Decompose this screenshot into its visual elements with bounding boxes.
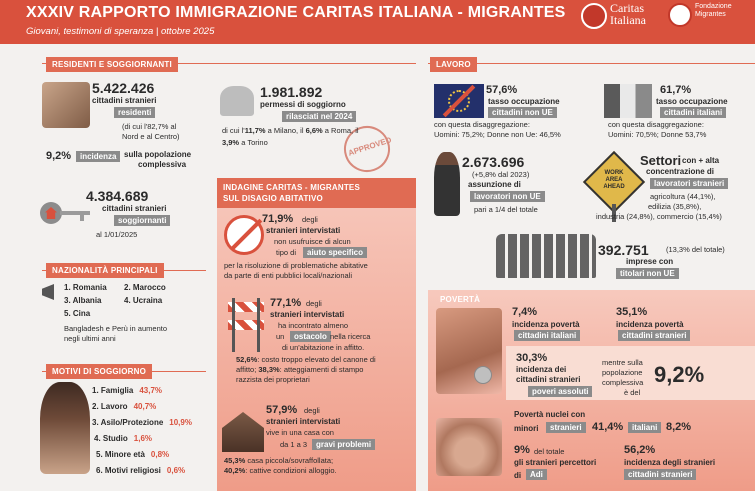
residenti-note-1: (di cui l'82,7% al [122, 122, 177, 131]
poverta-p2-label: incidenza povertà [616, 320, 684, 329]
nation-3: 3. Albania [64, 296, 102, 305]
lavoro-c-text-3: pari a 1/4 del totale [474, 205, 538, 214]
s3-text-1: degli [304, 406, 320, 415]
s1-text-1: degli [302, 215, 318, 224]
poverta-p4-tag-2: italiani [628, 422, 661, 433]
s2-text-4: un [276, 332, 285, 341]
stamp-text: APPROVED [347, 135, 393, 158]
s2-text-8: affitto; 38,3%: atteggiamenti di stampo [236, 365, 364, 374]
poverta-p2-tag: cittadini stranieri [618, 330, 690, 341]
incidence-value: 9,2% [46, 150, 72, 162]
poverta-p3-big: 9,2% [654, 362, 705, 387]
poverta-p5-text-2: di [514, 471, 522, 480]
s3-text-6: 40,2%: cattive condizioni alloggio. [224, 466, 337, 475]
permessi-note-line1: di cui l'11,7% a Milano, il 6,6% a Roma, il [222, 126, 359, 135]
poverta-p4-text-2: minori [514, 424, 539, 433]
page-title: XXXIV RAPPORTO IMMIGRAZIONE CARITAS ITALIANA - MIGRANTES [26, 4, 566, 21]
poverta-p2-value: 35,1% [616, 306, 648, 318]
nation-2: 2. Marocco [124, 283, 166, 292]
s2-text-1: degli [306, 299, 322, 308]
lavoro-d-text-5: industria (24,8%), commercio (15,4%) [596, 212, 722, 221]
page-subtitle: Giovani, testimoni di speranza | ottobre 2025 [26, 26, 215, 37]
poverta-p6-value: 56,2% [624, 444, 656, 456]
s3-text-4: da 1 a 3 [280, 440, 308, 449]
indagine-heading [217, 178, 416, 208]
lavoro-a-text-2: Uomini: 75,2%; Donne non Ue: 46,5% [434, 130, 561, 139]
residenti-label: cittadini stranieri [92, 96, 157, 105]
soggiornanti-tag: soggiornanti [114, 215, 170, 226]
incidence-label-1: sulla popolazione [124, 150, 192, 159]
coin-icon [474, 366, 492, 384]
lavoro-c-text-1: (+5,8% dal 2023) [472, 170, 530, 179]
poverta-heading: POVERTÀ [440, 295, 481, 304]
family-photo [42, 82, 90, 128]
poverta-p3-right-3: complessiva [602, 378, 644, 387]
megaphone-icon [42, 284, 62, 300]
permessi-label: permessi di soggiorno [260, 100, 346, 109]
motivi-list [92, 380, 216, 476]
s2-text-7: 52,6%: costo troppo elevato del canone di [236, 355, 376, 364]
lavoro-a-label: tasso occupazione [488, 97, 560, 106]
s1-text-3: non usufruisce di alcun [274, 237, 351, 246]
nazionalita-note-2: negli ultimi anni [64, 334, 116, 343]
s2-text-3: ha incontrato almeno [278, 321, 349, 330]
s2-value: 77,1% [270, 297, 302, 309]
lavoro-b-text-1: con questa disaggregazione: [608, 120, 704, 129]
s3-text-5: 45,3% casa piccola/sovraffollata; [224, 456, 334, 465]
business-people-photo [496, 234, 596, 278]
nation-1: 1. Romania [64, 283, 107, 292]
soggiornanti-label: cittadini stranieri [102, 204, 167, 213]
indagine-heading-2: SUL DISAGIO ABITATIVO [223, 194, 323, 203]
motivi-heading: MOTIVI DI SOGGIORNO [46, 364, 152, 379]
lavoro-a-value: 57,6% [486, 84, 518, 96]
poverta-p1-tag: cittadini italiani [514, 330, 580, 341]
lavoro-a-tag: cittadini non UE [488, 107, 557, 118]
poverta-p5-text-1: gli stranieri percettori [514, 458, 597, 467]
motivi-item-label: 2. Lavoro [92, 402, 128, 411]
motivi-item-label: 3. Asilo/Protezione [92, 418, 164, 427]
motivi-item-value: 1,6% [133, 434, 153, 443]
soggiornanti-date: al 1/01/2025 [96, 230, 138, 239]
residenti-heading: RESIDENTI E SOGGIORNANTI [46, 57, 178, 72]
motivi-item-label: 6. Motivi religiosi [96, 466, 161, 475]
caritas-logo-icon [581, 3, 607, 29]
s3-tag: gravi problemi [312, 439, 375, 450]
lavoro-b-text-2: Uomini: 70,5%; Donne 53,7% [608, 130, 707, 139]
poverta-p3-text-2: cittadini stranieri [516, 375, 581, 384]
poverta-p3-text-1: incidenza dei [516, 365, 567, 374]
poverta-p6-label: incidenza degli stranieri [624, 458, 716, 467]
section-divider [428, 63, 755, 64]
s2-text-2: stranieri intervistati [270, 310, 345, 319]
stamp-icon [220, 86, 254, 116]
residenti-tag: residenti [114, 107, 155, 118]
open-hands-photo [436, 418, 502, 476]
lavoro-d-text-1: con + alta [682, 156, 720, 165]
poverta-p3-value: 30,3% [516, 352, 548, 364]
s3-value: 57,9% [266, 404, 298, 416]
nazionalita-heading: NAZIONALITÀ PRINCIPALI [46, 263, 164, 278]
motivi-item-label: 5. Minore età [96, 450, 145, 459]
poverta-p3-right-2: popolazione [602, 368, 643, 377]
s1-text-5: per la risoluzione di problematiche abitative [224, 261, 368, 270]
barrier-icon [224, 298, 268, 352]
poverta-p1-value: 7,4% [512, 306, 538, 318]
lavoro-e-tag: titolari non UE [616, 268, 679, 279]
lavoro-e-text-0: (13,3% del totale) [666, 245, 725, 254]
lavoro-b-tag: cittadini italiani [660, 107, 726, 118]
migrantes-logo-text: Fondazione Migrantes [695, 3, 732, 18]
s1-text-2: stranieri intervistati [266, 226, 341, 235]
lavoro-d-tag: lavoratori stranieri [650, 178, 728, 189]
s2-tag: ostacolo [290, 331, 331, 342]
worker-photo [434, 152, 460, 216]
poverta-p5-text-0: del totale [534, 447, 565, 456]
lavoro-e-text-1: imprese con [626, 257, 674, 266]
s2-text-6: di un'abitazione in affitto. [282, 343, 365, 352]
s3-text-3: vive in una casa con [266, 428, 334, 437]
poverta-p4-text-1: Povertà nuclei con [514, 410, 586, 419]
permessi-value: 1.981.892 [260, 84, 323, 100]
caritas-logo-text: Caritas Italiana [610, 1, 646, 27]
soggiornanti-value: 4.384.689 [86, 188, 149, 204]
motivi-item [96, 460, 185, 478]
s3-text-2: stranieri intervistati [266, 417, 341, 426]
lavoro-c-text-2: assunzione di [468, 180, 521, 189]
lavoro-d-text-2: concentrazione di [646, 167, 715, 176]
lavoro-d-text-3: agricoltura (44,1%), [650, 192, 716, 201]
italian-flag-icon [604, 84, 652, 118]
permessi-tag: rilasciati nel 2024 [282, 111, 356, 122]
eu-flag-icon [434, 84, 484, 118]
permessi-note-line2: 3,9% a Torino [222, 138, 268, 147]
motivi-item-label: 1. Famiglia [92, 386, 134, 395]
s2-text-5: nella ricerca [330, 332, 371, 341]
work-sign-text: WORK AREA AHEAD [603, 170, 625, 190]
s1-text-6: da parte di enti pubblici locali/nazionali [224, 271, 352, 280]
poverta-p4-value-1: 41,4% [592, 421, 624, 433]
motivi-item-value: 40,7% [133, 402, 157, 411]
nation-4: 4. Ucraina [124, 296, 163, 305]
motivi-item-value: 0,8% [150, 450, 170, 459]
residenti-value: 5.422.426 [92, 80, 155, 96]
s1-tag: aiuto specifico [303, 247, 367, 258]
poverta-p3-right-1: mentre sulla [602, 358, 643, 367]
s1-value: 71,9% [262, 213, 294, 225]
indagine-heading-1: INDAGINE CARITAS - MIGRANTES [223, 183, 361, 192]
lavoro-c-value: 2.673.696 [462, 154, 525, 170]
s2-text-9: razzista dei proprietari [236, 375, 310, 384]
incidence-tag: incidenza [76, 151, 120, 162]
woman-photo [40, 382, 90, 474]
s1-text-4: tipo di [276, 248, 297, 257]
lavoro-b-label: tasso occupazione [656, 97, 728, 106]
poverta-p5-value: 9% [514, 444, 530, 456]
nazionalita-note-1: Bangladesh e Perù in aumento [64, 324, 167, 333]
no-help-icon [224, 215, 264, 255]
poverta-p3-tag: poveri assoluti [528, 386, 592, 397]
poverta-p3-right-4: è del [624, 388, 641, 397]
migrantes-logo-icon [668, 3, 692, 27]
motivi-item-value: 0,6% [166, 466, 186, 475]
lavoro-c-tag: lavoratori non UE [470, 191, 545, 202]
incidence-label-2: complessiva [138, 160, 187, 169]
nation-5: 5. Cina [64, 309, 91, 318]
motivi-item-value: 10,9% [169, 418, 192, 427]
lavoro-d-title: Settori [640, 153, 682, 168]
poverta-p4-value-2: 8,2% [666, 421, 692, 433]
hand-coin-photo [436, 308, 502, 394]
poverta-p6-tag: cittadini stranieri [624, 469, 696, 480]
poverta-p1-label: incidenza povertà [512, 320, 580, 329]
lavoro-d-text-4: edilizia (35,8%), [648, 202, 702, 211]
lavoro-e-value: 392.751 [598, 242, 649, 258]
poverta-p4-tag-1: stranieri [546, 422, 586, 433]
lavoro-heading: LAVORO [430, 57, 477, 72]
lavoro-a-text-1: con questa disaggregazione: [434, 120, 530, 129]
motivi-item-value: 43,7% [139, 386, 163, 395]
residenti-note-2: Nord e al Centro) [122, 132, 180, 141]
lavoro-b-value: 61,7% [660, 84, 692, 96]
motivi-item-label: 4. Studio [94, 434, 128, 443]
poverta-p5-tag: Adi [526, 469, 547, 480]
